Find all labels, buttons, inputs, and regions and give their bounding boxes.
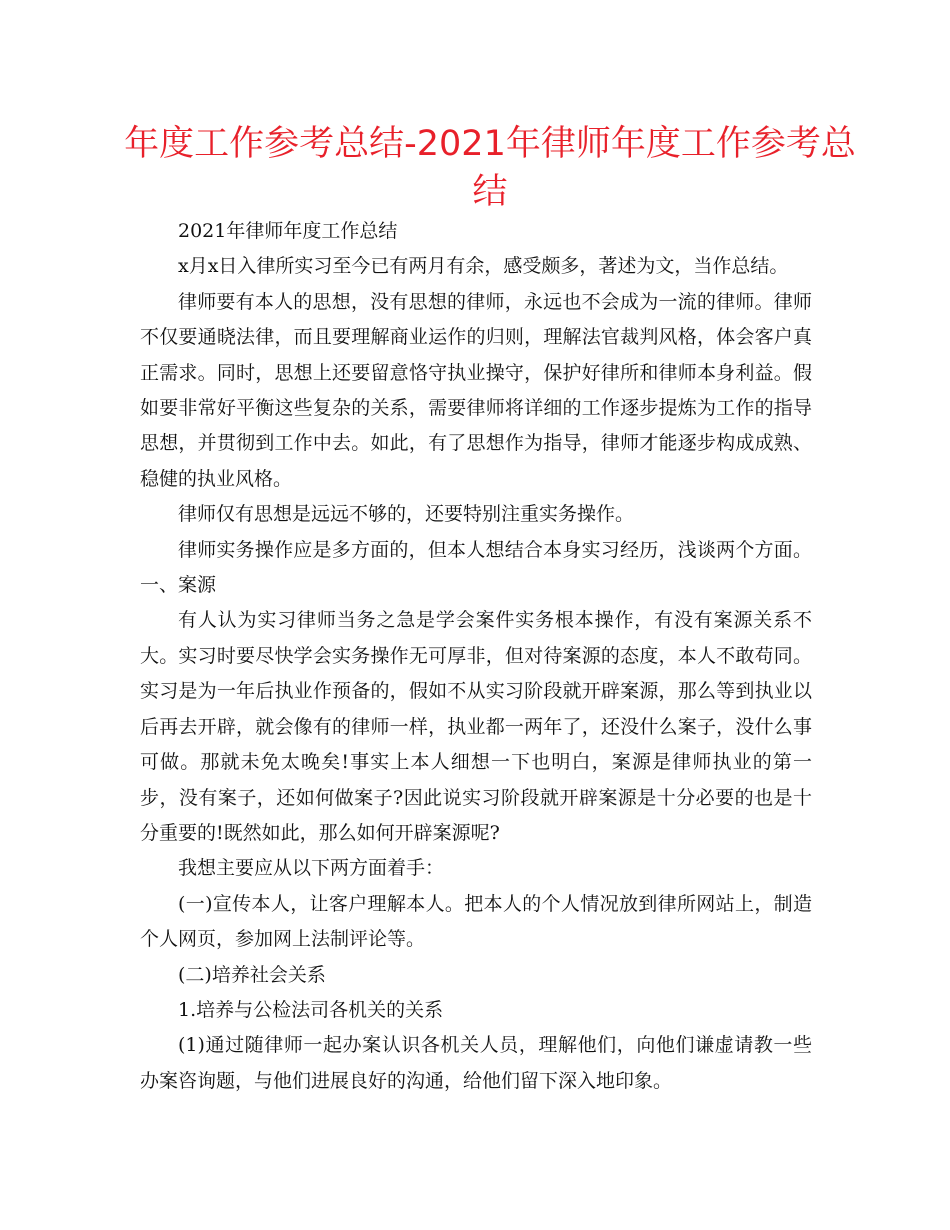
- paragraph: 律师仅有思想是远远不够的，还要特别注重实务操作。: [178, 503, 635, 526]
- paragraph: 律师要有本人的思想，没有思想的律师，永远也不会成为一流的律师。律师不仅要通晓法律，而且要理解商业运作的归则，理解法官裁判风格，体会客户真正需求。同时，思想上还要留意恪守执业操守，保护好律所和律师本身利益。假如要非常好平衡这些复杂的关系，需要律师将详细的工作逐步提炼为工作的指导思想，并贯彻到工作中去。如此，有了思想作为指导，律师才能逐步构成成熟、稳健的执业风格。: [140, 290, 812, 490]
- paragraph: x月x日入律所实习至今已有两月有余，感受颇多，著述为文，当作总结。: [178, 255, 789, 278]
- paragraph: 律师实务操作应是多方面的，但本人想结合本身实习经历，浅谈两个方面。一、案源: [140, 538, 812, 597]
- document-body: [140, 214, 812, 1099]
- paragraph: (1)通过随律师一起办案认识各机关人员，理解他们，向他们谦虚请教一些办案咨询题，与他们进展良好的沟通，给他们留下深入地印象。: [140, 1034, 812, 1092]
- paragraph: (一)宣传本人，让客户理解本人。把本人的个人情况放到律所网站上，制造个人网页，参加网上法制评论等。: [140, 892, 812, 951]
- paragraph-heading: 2021年律师年度工作总结: [178, 220, 398, 242]
- paragraph: 我想主要应从以下两方面着手：: [178, 857, 445, 880]
- paragraph: (二)培养社会关系: [178, 963, 326, 986]
- paragraph: 1.培养与公检法司各机关的关系: [178, 998, 444, 1021]
- paragraph: 有人认为实习律师当务之急是学会案件实务根本操作，有没有案源关系不大。实习时要尽快学会实务操作无可厚非，但对待案源的态度，本人不敢苟同。实习是为一年后执业作预备的，假如不从实习阶段就开辟案源，那么等到执业以后再去开辟，就会像有的律师一样，执业都一两年了，还没什么案子，没什么事可做。那就未免太晚矣!事实上本人细想一下也明白，案源是律师执业的第一步，没有案子，还如何做案子?因此说实习阶段就开辟案源是十分必要的也是十分重要的!既然如此，那么如何开辟案源呢?: [140, 609, 812, 844]
- document-title: 年度工作参考总结-2021年律师年度工作参考总结: [124, 124, 856, 212]
